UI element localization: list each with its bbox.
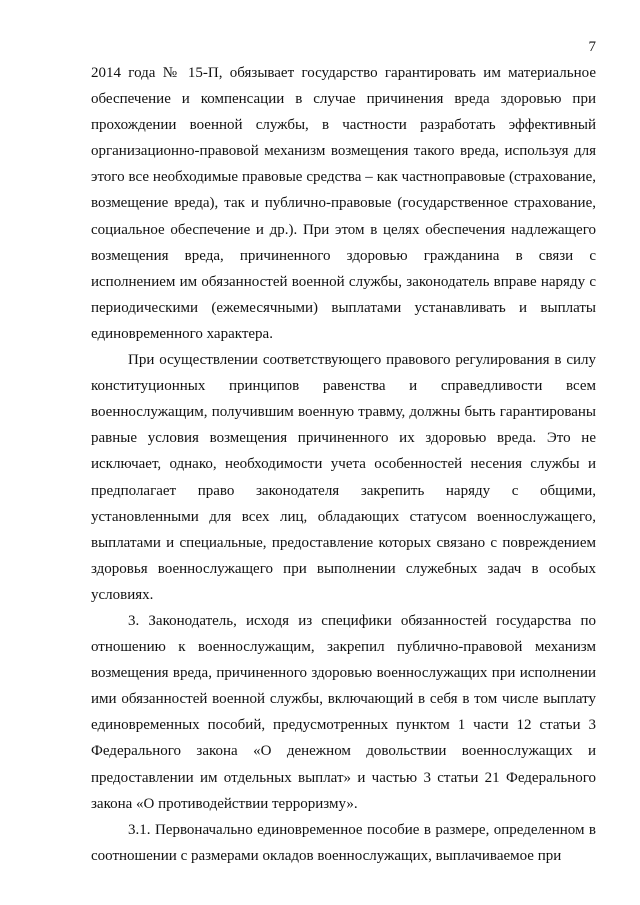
paragraph-continuation: 2014 года № 15-П, обязывает государство гарантировать им материальное обеспечение и компенсации в случае причинения вреда здоровью при прохождении военной службы, в частности разработать эффективный организационно-правовой механизм возмещения такого вреда, используя для этого все необходимые правовые средства – как частноправовые (страхование, возмещение вреда), так и публично-правовые (государственное страхование, социальное обеспечение и др.). При этом в целях обеспечения надлежащего возмещения вреда, причиненного здоровью гражданина в связи с исполнением им обязанностей военной службы, законодатель вправе наряду с периодическими (ежемесячными) выплатами устанавливать и выплаты единовременного характера.: [91, 65, 596, 342]
page-number: 7: [588, 39, 596, 55]
paragraph-section-3: 3. Законодатель, исходя из специфики обязанностей государства по отношению к военнослужащим, закрепил публично-правовой механизм возмещения вреда, причиненного здоровью военнослужащих при исполнении ими обязанностей военной службы, включающий в себя в том числе выплату единовременных пособий, предусмотренных пунктом 1 части 12 статьи 3 Федерального закона «О денежном довольствии военнослужащих и предоставлении им отдельных выплат» и частью 3 статьи 21 Федерального закона «О противодействии терроризму».: [91, 612, 596, 812]
paragraph-section-3-1: 3.1. Первоначально единовременное пособие в размере, определенном в соотношении с размерами окладов военнослужащих, выплачиваемое при: [91, 821, 596, 864]
document-body: [91, 60, 596, 869]
paragraph-equality-principles: При осуществлении соответствующего правового регулирования в силу конституционных принципов равенства и справедливости всем военнослужащим, получившим военную травму, должны быть гарантированы равные условия возмещения причиненного их здоровью вреда. Это не исключает, однако, необходимости учета особенностей несения службы и предполагает право законодателя закрепить наряду с общими, установленными для всех лиц, обладающих статусом военнослужащего, выплатами и специальные, предоставление которых связано с повреждением здоровья военнослужащего при выполнении служебных задач в особых условиях.: [91, 352, 596, 603]
